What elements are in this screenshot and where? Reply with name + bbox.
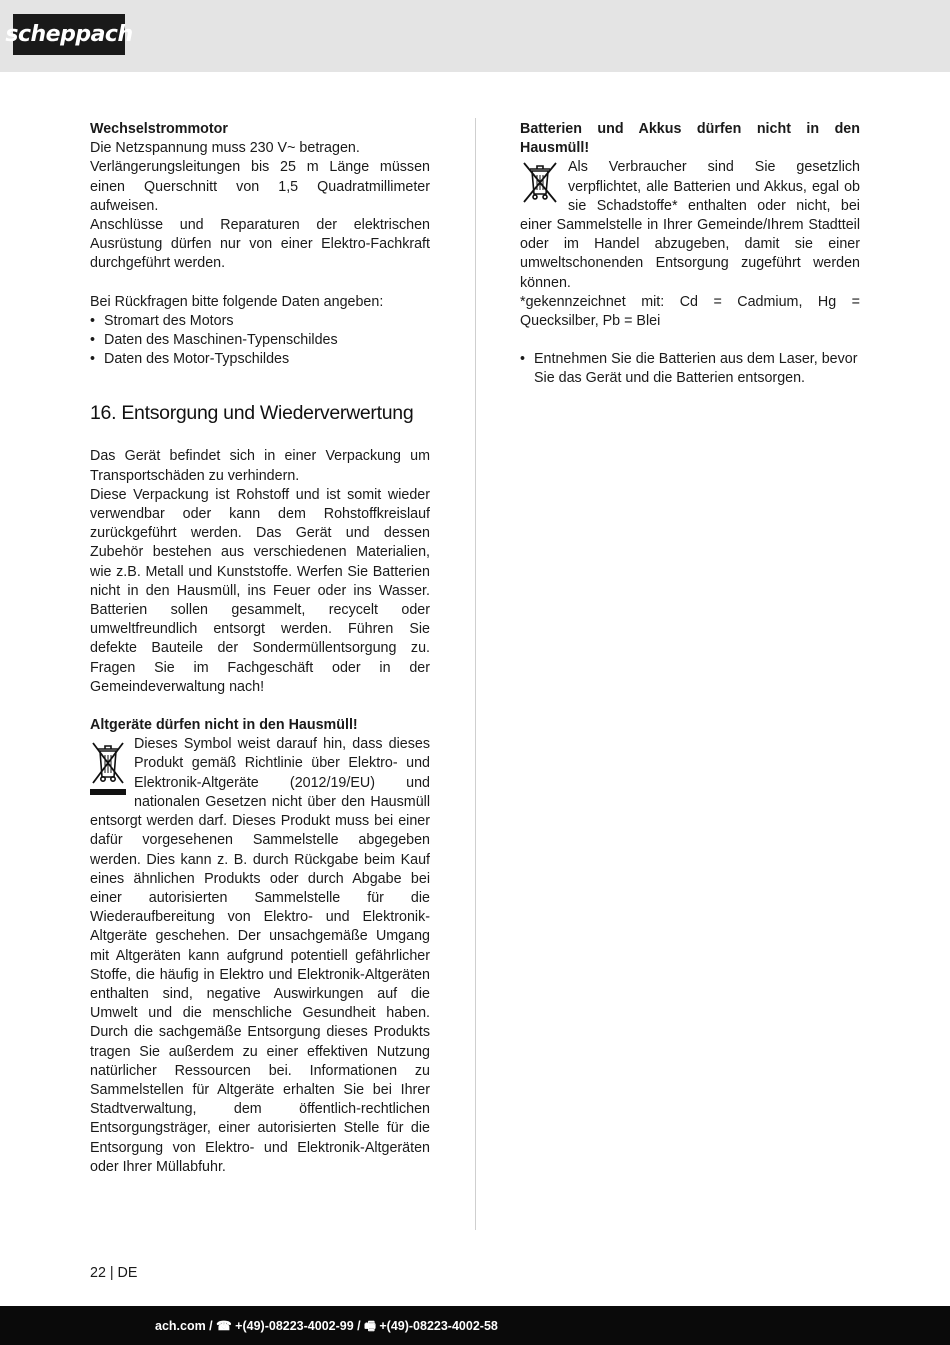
battery-block xyxy=(520,158,860,292)
old-devices-block xyxy=(90,735,430,1177)
battery-bin-icon xyxy=(520,160,560,204)
motor-heading: Wechselstrommotor xyxy=(90,121,228,137)
page-number: 22 | DE xyxy=(90,1265,138,1281)
motor-paragraph-2: Verlängerungsleitungen bis 25 m Länge müssen einen Querschnitt von 1,5 Quadratmillimeter aufweisen. xyxy=(90,159,430,214)
old-devices-text: Dieses Symbol weist darauf hin, dass dieses Produkt gemäß Richtlinie über Elektro- und Elektronik-Altgeräte (2012/19/EU) und nationalen Gesetzen nicht über den Hausmüll entsorgt werden darf. Dieses Produkt muss bei einer dafür vorgesehenen Sammelstelle abgegeben werden. Dies kann z. B. durch Rückgabe beim Kauf eines ähnlichen Produkts oder durch Abgabe bei einer autorisierten Sammelstelle für die Wiederaufbereitung von Elektro- und Elektronik- Altgeräte geschehen. Der unsachgemäße Umgang mit Altgeräten kann aufgrund potentiell gefährlicher Stoffe, die häufig in Elektro und Elektronik-Altgeräten enthalten sind, negative Auswirkungen auf die Umwelt und die menschliche Gesundheit haben. Durch die sachgemäße Entsorgung dieses Produkts tragen Sie außerdem zu einer effektiven Nutzung natürlicher Ressourcen bei. Informationen zu Sammelstellen für Altgeräte erhalten Sie bei Ihrer Stadtverwaltung, dem öffentlich-rechtlichen Entsorgungsträger, einer autorisierten Stelle für die Entsorgung von Elektro- und Elektronik-Altgeräten oder Ihrer Müllabfuhr. xyxy=(90,736,430,1175)
right-column xyxy=(520,120,860,389)
battery-list xyxy=(520,350,860,388)
battery-note: *gekennzeichnet mit: Cd = Cadmium, Hg = Quecksilber, Pb = Blei xyxy=(520,293,860,330)
battery-heading: Batterien und Akkus dürfen nicht in den Hausmüll! xyxy=(520,121,860,157)
list-item: • Daten des Motor-Typschildes xyxy=(90,350,430,369)
scheppach-logo xyxy=(5,14,133,55)
list-item: • Entnehmen Sie die Batterien aus dem Laser, bevor Sie das Gerät und die Batterien entsorgen. xyxy=(520,350,860,388)
list-item: • Stromart des Motors xyxy=(90,312,430,331)
footer-contact: ach.com / ☎ +(49)-08223-4002-99 / 🖷 +(49)-08223-4002-58 xyxy=(155,1319,498,1333)
battery-text: Als Verbraucher sind Sie gesetzlich verpflichtet, alle Batterien und Akkus, egal ob sie Schadstoffe* enthalten oder nicht, bei einer Sammelstelle in Ihrer Gemeinde/Ihrem Stadtteil oder im Handel abzugeben, damit sie einer umweltschonenden Entsorgung zugeführt werden können. xyxy=(520,159,860,291)
logo-text: scheppach xyxy=(5,22,133,47)
weee-bin-icon xyxy=(90,737,126,797)
disposal-paragraph-2: Diese Verpackung ist Rohstoff und ist somit wieder verwendbar oder kann dem Rohstoffkreislauf zurückgeführt werden. Das Gerät und dessen Zubehör bestehen aus verschiedenen Materialien, wie z.B. Metall und Kunststoffe. Werfen Sie Batterien nicht in den Hausmüll, ins Feuer oder ins Wasser. Batterien sollen gesammelt, recycelt oder umweltfreundlich entsorgt werden. Führen Sie defekte Bauteile der Sondermüllentsorgung zu. Fragen Sie im Fachgeschäft oder in der Gemeindeverwaltung nach! xyxy=(90,486,430,695)
old-devices-heading: Altgeräte dürfen nicht in den Hausmüll! xyxy=(90,717,358,734)
left-column xyxy=(90,120,430,1177)
page-footer xyxy=(0,1306,950,1345)
query-list xyxy=(90,312,430,370)
query-intro: Bei Rückfragen bitte folgende Daten angeben: xyxy=(90,293,384,310)
motor-paragraph-1: Die Netzspannung muss 230 V~ betragen. xyxy=(90,140,360,157)
motor-paragraph-3: Anschlüsse und Reparaturen der elektrischen Ausrüstung dürfen nur von einer Elektro-Fachkraft durchgeführt werden. xyxy=(90,217,430,272)
page-header xyxy=(0,0,950,72)
list-item: • Daten des Maschinen-Typenschildes xyxy=(90,331,430,350)
disposal-paragraph-1: Das Gerät befindet sich in einer Verpackung um Transportschäden zu verhindern. xyxy=(90,448,430,484)
section-title: 16. Entsorgung und Wiederverwertung xyxy=(90,402,414,425)
column-divider xyxy=(475,118,476,1230)
